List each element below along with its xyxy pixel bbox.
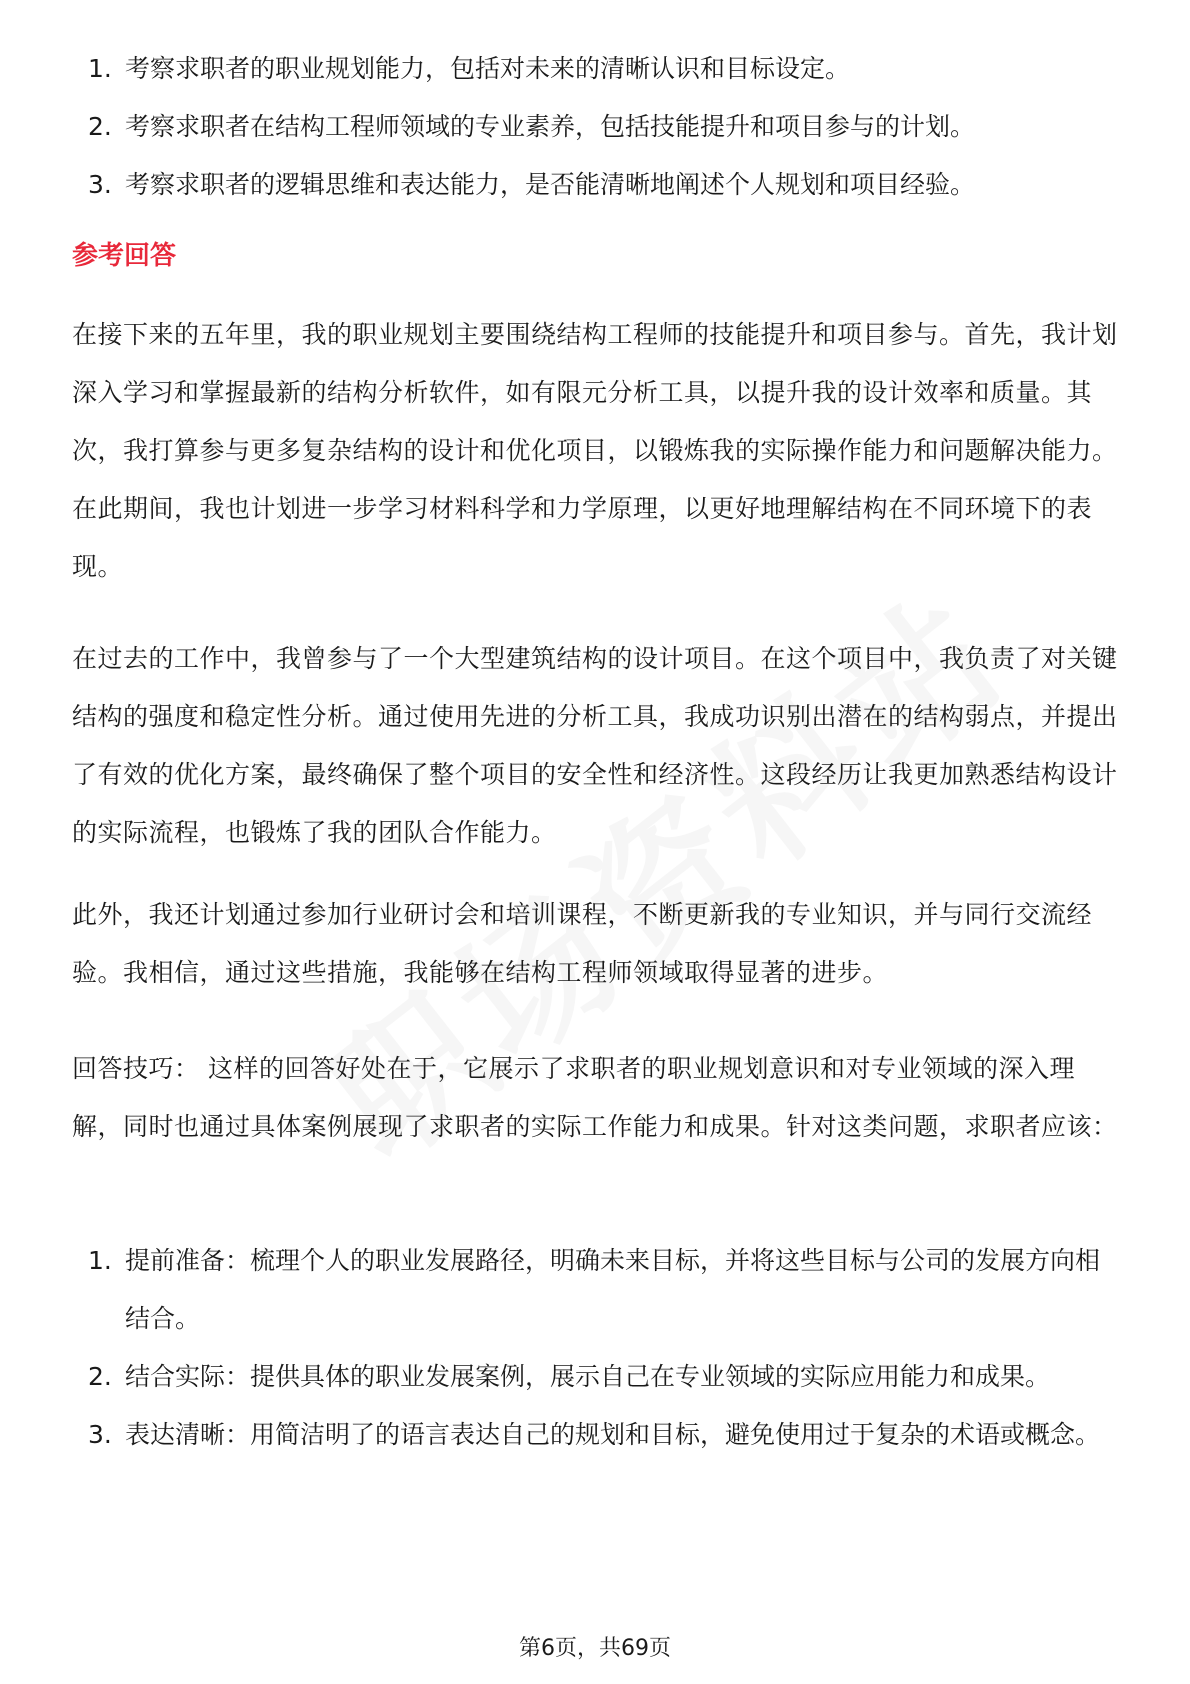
- list-item-text: 考察求职者的职业规划能力，包括对未来的清晰认识和目标设定。: [125, 54, 851, 83]
- list-item-number: 2.: [88, 1362, 112, 1391]
- list-item-number: 2.: [88, 112, 112, 141]
- assessment-points-list: [72, 40, 1122, 214]
- answer-paragraph-experience: 在过去的工作中，我曾参与了一个大型建筑结构的设计项目。在这个项目中，我负责了对关键结构的强度和稳定性分析。通过使用先进的分析工具，我成功识别出潜在的结构弱点，并提出了有效的优化方案，最终确保了整个项目的安全性和经济性。这段经历让我更加熟悉结构设计的实际流程，也锻炼了我的团队合作能力。: [72, 644, 1118, 847]
- list-item-text: 结合实际：提供具体的职业发展案例，展示自己在专业领域的实际应用能力和成果。: [125, 1362, 1051, 1391]
- answer-paragraph-plan: 在接下来的五年里，我的职业规划主要围绕结构工程师的技能提升和项目参与。首先，我计划深入学习和掌握最新的结构分析软件，如有限元分析工具，以提升我的设计效率和质量。其次，我打算参与更多复杂结构的设计和优化项目，以锻炼我的实际操作能力和问题解决能力。在此期间，我也计划进一步学习材料科学和力学原理，以更好地理解结构在不同环境下的表现。: [72, 320, 1118, 581]
- list-item: [72, 1348, 1122, 1406]
- list-item-number: 1.: [88, 54, 112, 83]
- list-item-number: 1.: [88, 1246, 112, 1275]
- section-title: 参考回答: [72, 241, 177, 271]
- list-item: [72, 1406, 1122, 1464]
- list-item-text: 表达清晰：用简洁明了的语言表达自己的规划和目标，避免使用过于复杂的术语或概念。: [125, 1420, 1101, 1449]
- list-item: [72, 156, 1122, 214]
- list-item-text: 考察求职者的逻辑思维和表达能力，是否能清晰地阐述个人规划和项目经验。: [125, 170, 976, 199]
- list-item-text: 考察求职者在结构工程师领域的专业素养，包括技能提升和项目参与的计划。: [125, 112, 976, 141]
- page-number: 第6页，共69页: [519, 1636, 671, 1661]
- list-item: [72, 1232, 1122, 1348]
- tips-list: [72, 1232, 1122, 1464]
- list-item-text: 提前准备：梳理个人的职业发展路径，明确未来目标，并将这些目标与公司的发展方向相结合。: [125, 1246, 1101, 1333]
- list-item: [72, 40, 1122, 98]
- answer-tips-paragraph: 回答技巧： 这样的回答好处在于，它展示了求职者的职业规划意识和对专业领域的深入理解，同时也通过具体案例展现了求职者的实际工作能力和成果。针对这类问题，求职者应该：: [72, 1054, 1118, 1141]
- list-item-number: 3.: [88, 170, 112, 199]
- answer-paragraph-further: 此外，我还计划通过参加行业研讨会和培训课程，不断更新我的专业知识，并与同行交流经验。我相信，通过这些措施，我能够在结构工程师领域取得显著的进步。: [72, 900, 1093, 987]
- list-item-number: 3.: [88, 1420, 112, 1449]
- list-item: [72, 98, 1122, 156]
